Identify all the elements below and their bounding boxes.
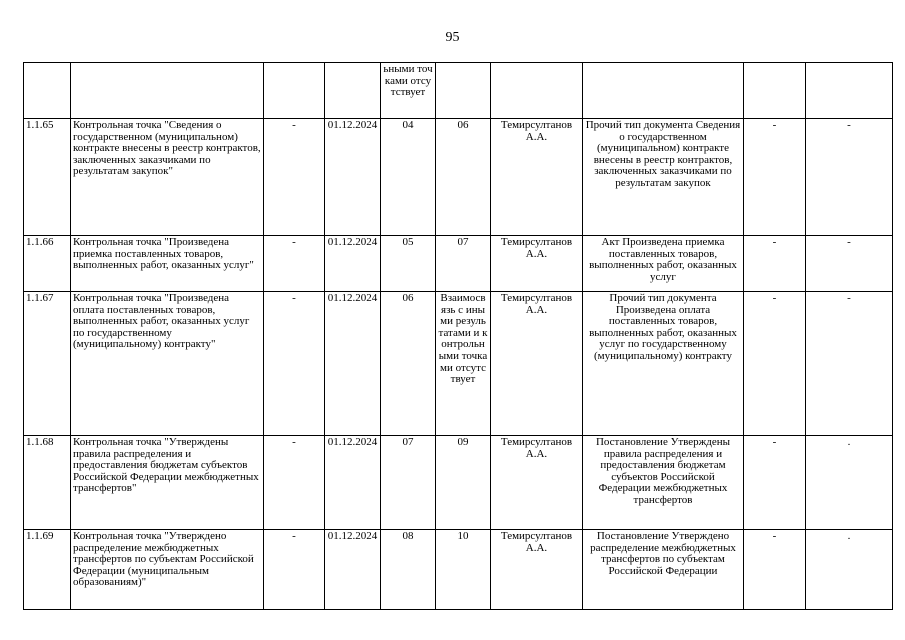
- mark-1: -: [744, 292, 806, 436]
- responsible-person: Темирсултанов А.А.: [491, 119, 583, 236]
- end-date: 01.12.2024: [325, 119, 381, 236]
- start-date: -: [264, 530, 325, 610]
- start-date: -: [264, 236, 325, 292]
- table-row: [24, 530, 893, 610]
- mark-2: .: [806, 436, 893, 530]
- column-code-1: 06: [381, 292, 436, 436]
- table-row-continuation: [24, 63, 893, 119]
- end-date: 01.12.2024: [325, 530, 381, 610]
- row-number: 1.1.69: [24, 530, 71, 610]
- mark-1: -: [744, 119, 806, 236]
- control-points-table: [23, 62, 893, 610]
- column-code-1: 05: [381, 236, 436, 292]
- row-number: 1.1.67: [24, 292, 71, 436]
- column-code-1: 08: [381, 530, 436, 610]
- start-date: -: [264, 119, 325, 236]
- responsible-person: Темирсултанов А.А.: [491, 436, 583, 530]
- mark-1: -: [744, 436, 806, 530]
- mark-2: -: [806, 236, 893, 292]
- mark-2: .: [806, 530, 893, 610]
- start-date: -: [264, 436, 325, 530]
- responsible-person: Темирсултанов А.А.: [491, 530, 583, 610]
- control-point-name: Контрольная точка "Утверждено распределение межбюджетных трансфертов по субъектам Российской Федерации (муниципальным образованиям)": [71, 530, 264, 610]
- responsible-person: Темирсултанов А.А.: [491, 236, 583, 292]
- table-row: [24, 119, 893, 236]
- column-code-2: 06: [436, 119, 491, 236]
- table-row: [24, 436, 893, 530]
- column-code-2: 10: [436, 530, 491, 610]
- control-point-name: Контрольная точка "Произведена оплата поставленных товаров, выполненных работ, оказанных услуг по государственному (муниципальному) контракту": [71, 292, 264, 436]
- column-code-1: 07: [381, 436, 436, 530]
- control-point-name: Контрольная точка "Утверждены правила распределения и предоставления бюджетам субъектов Российской Федерации межбюджетных трансфертов": [71, 436, 264, 530]
- table-row: [24, 292, 893, 436]
- control-point-name: Контрольная точка "Сведения о государственном (муниципальном) контракте внесены в реестр контрактов, заключенных заказчиками по результатам закупок": [71, 119, 264, 236]
- end-date: 01.12.2024: [325, 292, 381, 436]
- mark-2: -: [806, 119, 893, 236]
- document-type: Прочий тип документа Сведения о государственном (муниципальном) контракте внесены в реестр контрактов, заключенных заказчиками по результатам закупок: [583, 119, 744, 236]
- column-code-1: 04: [381, 119, 436, 236]
- document-type: Акт Произведена приемка поставленных товаров, выполненных работ, оказанных услуг: [583, 236, 744, 292]
- continuation-cell: ьными точками отсутствует: [381, 63, 436, 119]
- column-code-2: Взаимосвязь с иными результатами и контрольными точками отсутствует: [436, 292, 491, 436]
- row-number: 1.1.66: [24, 236, 71, 292]
- document-type: Постановление Утверждены правила распределения и предоставления бюджетам субъектов Российской Федерации межбюджетных трансфертов: [583, 436, 744, 530]
- end-date: 01.12.2024: [325, 436, 381, 530]
- column-code-2: 09: [436, 436, 491, 530]
- page-number: 95: [445, 30, 460, 45]
- control-point-name: Контрольная точка "Произведена приемка поставленных товаров, выполненных работ, оказанных услуг": [71, 236, 264, 292]
- mark-1: -: [744, 530, 806, 610]
- row-number: 1.1.68: [24, 436, 71, 530]
- row-number: 1.1.65: [24, 119, 71, 236]
- mark-2: -: [806, 292, 893, 436]
- start-date: -: [264, 292, 325, 436]
- mark-1: -: [744, 236, 806, 292]
- column-code-2: 07: [436, 236, 491, 292]
- table-row: [24, 236, 893, 292]
- end-date: 01.12.2024: [325, 236, 381, 292]
- document-type: Прочий тип документа Произведена оплата поставленных товаров, выполненных работ, оказанных услуг по государственному (муниципальному) контракту: [583, 292, 744, 436]
- responsible-person: Темирсултанов А.А.: [491, 292, 583, 436]
- document-type: Постановление Утверждено распределение межбюджетных трансфертов по субъектам Российской Федерации: [583, 530, 744, 610]
